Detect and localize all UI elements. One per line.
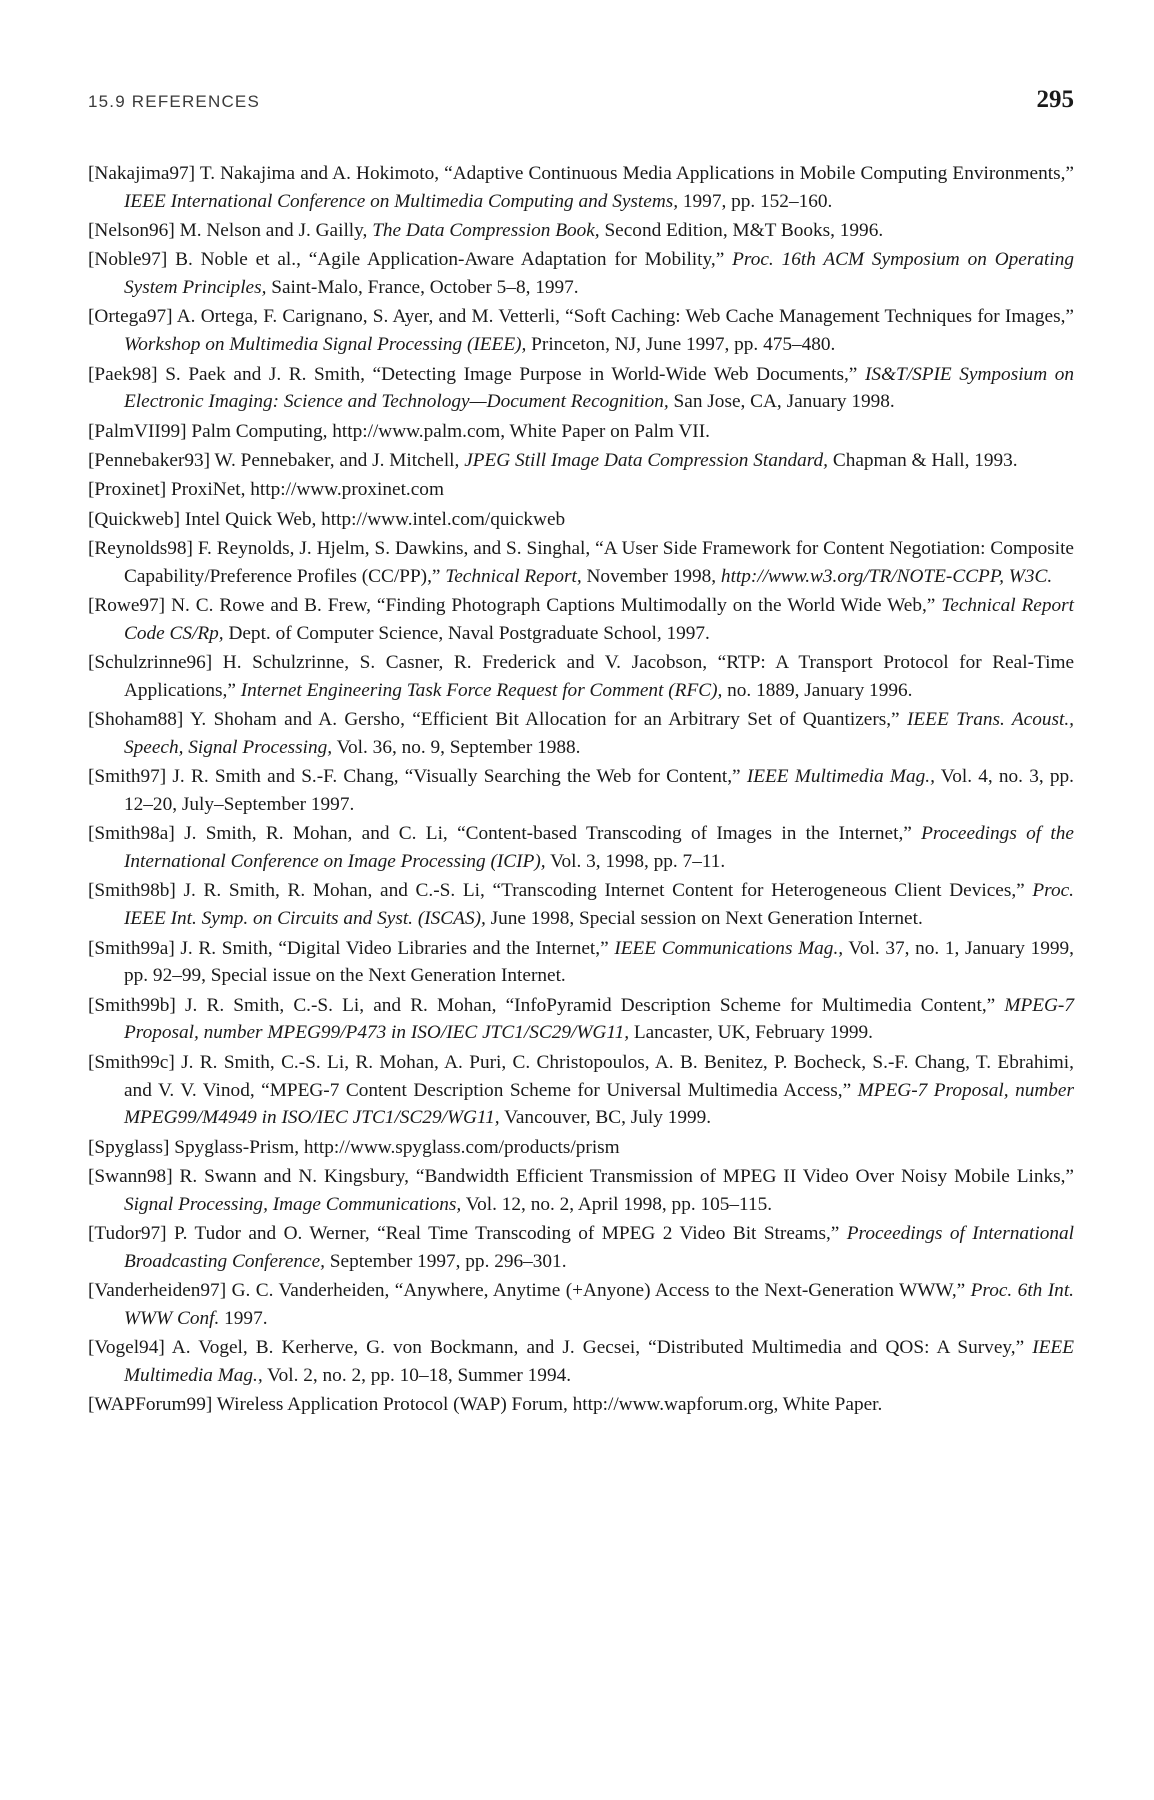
reference-key: [Spyglass] xyxy=(88,1136,170,1158)
reference-entry xyxy=(88,246,1074,302)
reference-entry xyxy=(88,820,1074,876)
reference-text: Chapman & Hall, 1993. xyxy=(828,449,1018,471)
reference-text: Vol. 37, no. 1, January 1999, pp. 92–99, Special issue on the Next Generation Internet. xyxy=(124,937,1074,987)
reference-text: September 1997, pp. 296–301. xyxy=(324,1250,567,1272)
reference-entry xyxy=(88,706,1074,762)
reference-text: J. R. Smith, C.-S. Li, R. Mohan, A. Puri, C. Christopoulos, A. B. Benitez, P. Bocheck, S.-F. Chang, T. Ebrahimi, and V. V. Vinod, “MPEG-7 Content Description Scheme for Universal Multimedia Access,” xyxy=(124,1051,1074,1101)
reference-source-title: MPEG-7 Proposal, number MPEG99/P473 in ISO/IEC JTC1/SC29/WG11, xyxy=(124,994,1074,1044)
reference-text: Vol. 3, 1998, pp. 7–11. xyxy=(545,851,726,873)
reference-text: no. 1889, January 1996. xyxy=(722,679,913,701)
reference-key: [Smith99a] xyxy=(88,937,175,959)
reference-text: F. Reynolds, J. Hjelm, S. Dawkins, and S. Singhal, “A User Side Framework for Content Negotiation: Composite Capability/Preference Profiles (CC/PP),” xyxy=(124,537,1074,587)
reference-key: [Tudor97] xyxy=(88,1222,167,1244)
reference-source-title: MPEG-7 Proposal, number MPEG99/M4949 in ISO/IEC JTC1/SC29/WG11, xyxy=(124,1079,1074,1129)
reference-text: J. R. Smith and S.-F. Chang, “Visually Searching the Web for Content,” xyxy=(166,766,747,788)
reference-text: Saint-Malo, France, October 5–8, 1997. xyxy=(266,277,579,299)
reference-entry xyxy=(88,361,1074,417)
reference-key: [Smith99b] xyxy=(88,994,176,1016)
reference-entry xyxy=(88,1220,1074,1276)
reference-entry xyxy=(88,1334,1074,1390)
reference-text: Dept. of Computer Science, Naval Postgraduate School, 1997. xyxy=(223,622,710,644)
reference-text: Lancaster, UK, February 1999. xyxy=(629,1022,873,1044)
reference-entry xyxy=(88,303,1074,359)
reference-key: [Smith97] xyxy=(88,766,167,788)
reference-key: [Paek98] xyxy=(88,363,158,385)
reference-entry xyxy=(88,935,1074,991)
reference-entry xyxy=(88,1049,1074,1132)
reference-entry xyxy=(88,217,1074,245)
reference-source-title: IEEE Multimedia Mag., xyxy=(746,766,935,788)
reference-key: [Pennebaker93] xyxy=(88,449,211,471)
reference-text: J. R. Smith, C.-S. Li, and R. Mohan, “InfoPyramid Description Scheme for Multimedia Content,” xyxy=(175,994,1005,1016)
reference-source-title: IEEE International Conference on Multimedia Computing and Systems, xyxy=(124,190,679,212)
reference-entry xyxy=(88,992,1074,1048)
reference-key: [PalmVII99] xyxy=(88,420,187,442)
reference-text: G. C. Vanderheiden, “Anywhere, Anytime (+Anyone) Access to the Next-Generation WWW,” xyxy=(226,1280,971,1302)
reference-text: A. Vogel, B. Kerherve, G. von Bockmann, and J. Gecsei, “Distributed Multimedia and QOS: A Survey,” xyxy=(164,1337,1033,1359)
reference-text: 1997. xyxy=(219,1307,268,1329)
running-head xyxy=(88,86,1074,114)
reference-key: [Smith98b] xyxy=(88,880,176,902)
reference-text: Vancouver, BC, July 1999. xyxy=(499,1107,712,1129)
reference-list xyxy=(88,160,1074,1421)
reference-source-title: The Data Compression Book, xyxy=(372,220,600,242)
reference-source-title: Proceedings of the International Conference on Image Processing (ICIP), xyxy=(124,823,1074,873)
reference-text: J. Smith, R. Mohan, and C. Li, “Content-based Transcoding of Images in the Internet,” xyxy=(174,823,922,845)
reference-text: W. Pennebaker, and J. Mitchell, xyxy=(210,449,465,471)
reference-text: B. Noble et al., “Agile Application-Aware Adaptation for Mobility,” xyxy=(167,249,733,271)
reference-entry xyxy=(88,1391,1074,1419)
reference-source-title: Proc. IEEE Int. Symp. on Circuits and Syst. (ISCAS), xyxy=(124,880,1074,930)
reference-entry xyxy=(88,506,1074,534)
reference-text: Vol. 36, no. 9, September 1988. xyxy=(332,736,581,758)
reference-source-title: IEEE Communications Mag., xyxy=(614,937,844,959)
reference-source-title: Signal Processing, Image Communications, xyxy=(124,1193,462,1215)
reference-text: Y. Shoham and A. Gersho, “Efficient Bit Allocation for an Arbitrary Set of Quantizers,” xyxy=(183,709,907,731)
reference-key: [Reynolds98] xyxy=(88,537,193,559)
reference-text: November 1998, xyxy=(581,565,721,587)
page-number: 295 xyxy=(1036,86,1074,113)
reference-text: J. R. Smith, “Digital Video Libraries and the Internet,” xyxy=(174,937,615,959)
reference-text: R. Swann and N. Kingsbury, “Bandwidth Efficient Transmission of MPEG II Video Over Noisy Mobile Links,” xyxy=(172,1165,1074,1187)
reference-key: [WAPForum99] xyxy=(88,1394,213,1416)
reference-source-title: IEEE Trans. Acoust., Speech, Signal Processing, xyxy=(124,709,1074,758)
reference-source-title: Technical Report Code CS/Rp, xyxy=(124,594,1075,644)
reference-entry xyxy=(88,160,1074,216)
reference-key: [Quickweb] xyxy=(88,508,181,530)
reference-text: Wireless Application Protocol (WAP) Forum, http://www.wapforum.org, White Paper. xyxy=(212,1394,883,1416)
reference-source-title: Proc. 6th Int. WWW Conf. xyxy=(124,1280,1074,1329)
reference-entry xyxy=(88,592,1074,648)
reference-text: Second Edition, M&T Books, 1996. xyxy=(599,220,884,242)
reference-text: Princeton, NJ, June 1997, pp. 475–480. xyxy=(526,334,836,356)
reference-entry xyxy=(88,535,1074,591)
reference-key: [Noble97] xyxy=(88,249,168,271)
reference-entry xyxy=(88,877,1074,933)
reference-entry xyxy=(88,476,1074,504)
reference-source-title: Proceedings of International Broadcasting Conference, xyxy=(124,1222,1074,1272)
reference-text: Palm Computing, http://www.palm.com, White Paper on Palm VII. xyxy=(186,420,710,442)
reference-text: 1997, pp. 152–160. xyxy=(678,190,833,212)
reference-entry xyxy=(88,1277,1074,1333)
reference-text: A. Ortega, F. Carignano, S. Ayer, and M. Vetterli, “Soft Caching: Web Cache Management Techniques for Images,” xyxy=(172,306,1074,328)
reference-text: Vol. 2, no. 2, pp. 10–18, Summer 1994. xyxy=(262,1364,572,1386)
reference-key: [Vanderheiden97] xyxy=(88,1280,227,1302)
reference-source-title: Proc. 16th ACM Symposium on Operating System Principles, xyxy=(124,249,1074,299)
reference-key: [Nakajima97] xyxy=(88,163,196,184)
reference-key: [Rowe97] xyxy=(88,594,166,616)
reference-key: [Schulzrinne96] xyxy=(88,652,213,674)
reference-source-title: http://www.w3.org/TR/NOTE-CCPP, W3C. xyxy=(720,565,1053,587)
reference-entry xyxy=(88,649,1074,705)
reference-text: N. C. Rowe and B. Frew, “Finding Photograph Captions Multimodally on the World Wide Web,” xyxy=(165,594,942,616)
reference-text: P. Tudor and O. Werner, “Real Time Transcoding of MPEG 2 Video Bit Streams,” xyxy=(166,1222,847,1244)
reference-key: [Shoham88] xyxy=(88,709,184,731)
reference-text: S. Paek and J. R. Smith, “Detecting Image Purpose in World-Wide Web Documents,” xyxy=(157,363,865,385)
reference-text: San Jose, CA, January 1998. xyxy=(668,391,895,413)
reference-entry xyxy=(88,447,1074,475)
reference-source-title: IEEE Multimedia Mag., xyxy=(124,1337,1074,1386)
reference-source-title: Internet Engineering Task Force Request for Comment (RFC), xyxy=(240,679,723,701)
reference-text: M. Nelson and J. Gailly, xyxy=(174,220,373,242)
reference-entry xyxy=(88,418,1074,446)
reference-text: T. Nakajima and A. Hokimoto, “Adaptive Continuous Media Applications in Mobile Computing Environments,” xyxy=(195,163,1074,184)
reference-source-title: Technical Report, xyxy=(445,565,582,587)
section-title: 15.9 REFERENCES xyxy=(88,92,260,111)
reference-key: [Smith99c] xyxy=(88,1051,175,1073)
reference-key: [Swann98] xyxy=(88,1165,173,1187)
reference-source-title: JPEG Still Image Data Compression Standard, xyxy=(464,449,829,471)
reference-key: [Proxinet] xyxy=(88,479,167,501)
reference-source-title: IS&T/SPIE Symposium on Electronic Imaging: Science and Technology—Document Recognition, xyxy=(124,363,1074,413)
reference-text: Vol. 12, no. 2, April 1998, pp. 105–115. xyxy=(461,1193,773,1215)
reference-source-title: Workshop on Multimedia Signal Processing (IEEE), xyxy=(124,334,527,356)
reference-text: H. Schulzrinne, S. Casner, R. Frederick and V. Jacobson, “RTP: A Transport Protocol for Real-Time Applications,” xyxy=(124,652,1074,701)
reference-text: J. R. Smith, R. Mohan, and C.-S. Li, “Transcoding Internet Content for Heterogeneous Client Devices,” xyxy=(175,880,1033,902)
reference-key: [Ortega97] xyxy=(88,306,173,328)
reference-text: Intel Quick Web, http://www.intel.com/quickweb xyxy=(180,508,566,530)
reference-text: ProxiNet, http://www.proxinet.com xyxy=(166,479,444,501)
reference-key: [Nelson96] xyxy=(88,220,175,242)
reference-entry xyxy=(88,1163,1074,1219)
reference-text: Vol. 4, no. 3, pp. 12–20, July–September 1997. xyxy=(124,766,1074,816)
reference-entry xyxy=(88,763,1074,819)
reference-text: Spyglass-Prism, http://www.spyglass.com/products/prism xyxy=(169,1136,620,1158)
reference-entry xyxy=(88,1134,1074,1162)
reference-key: [Smith98a] xyxy=(88,823,175,845)
reference-key: [Vogel94] xyxy=(88,1337,165,1359)
reference-text: June 1998, Special session on Next Generation Internet. xyxy=(485,908,923,930)
